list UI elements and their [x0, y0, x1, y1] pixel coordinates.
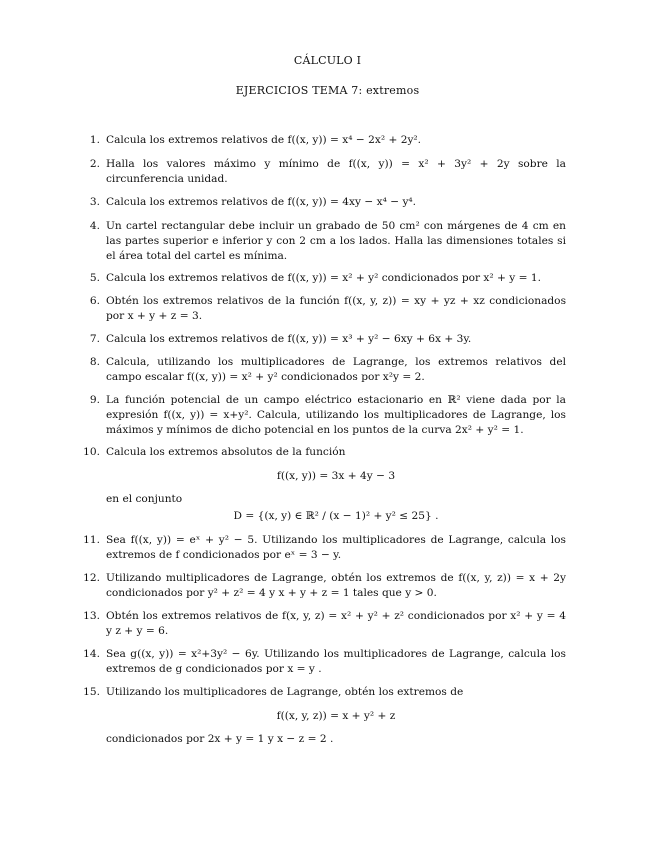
- exercise-item: [83, 609, 566, 639]
- exercise-number: 1.: [89, 134, 100, 146]
- exercise-text: Obtén los extremos relativos de f(x, y, z) = x² + y² + z² condicionados por x² + y = 4 y z + y = 6.: [106, 610, 566, 637]
- exercise-text: Sea g((x, y)) = x²+3y² − 6y. Utilizando los multiplicadores de Lagrange, calcula los extremos de g condicionados por x = y .: [106, 648, 566, 675]
- exercise-number: 3.: [89, 196, 100, 208]
- exercise-number: 2.: [89, 158, 100, 170]
- exercise-number: 7.: [89, 333, 100, 345]
- exercise-text: Un cartel rectangular debe incluir un grabado de 50 cm² con márgenes de 4 cm en las partes superior e inferior y con 2 cm a los lados. Halla las dimensiones totales si el área total del cartel es mínima.: [106, 220, 566, 262]
- exercise-item: [83, 445, 566, 528]
- exercise-text: Calcula los extremos relativos de f((x, y)) = x² + y² condicionados por x² + y = 1.: [106, 272, 541, 284]
- exercise-text: Halla los valores máximo y mínimo de f((x, y)) = x² + 3y² + 2y sobre la circunferencia unidad.: [106, 158, 566, 185]
- exercise-text: Utilizando multiplicadores de Lagrange, obtén los extremos de f((x, y, z)) = x + 2y condicionados por y² + z² = 4 y x + y + z = 1 tales que y > 0.: [106, 572, 566, 599]
- exercise-number: 9.: [89, 394, 100, 406]
- exercise-text: Utilizando los multiplicadores de Lagrange, obtén los extremos de: [106, 686, 464, 698]
- exercise-number: 6.: [89, 295, 100, 307]
- exercise-text-continued: en el conjunto: [106, 493, 183, 505]
- domain-formula: D = {(x, y) ∈ ℝ² / (x − 1)² + y² ≤ 25} .: [233, 510, 439, 522]
- exercise-text: Obtén los extremos relativos de la función f((x, y, z)) = xy + yz + xz condicionados por x + y + z = 3.: [106, 295, 566, 322]
- exercise-text: Calcula, utilizando los multiplicadores de Lagrange, los extremos relativos del campo escalar f((x, y)) = x² + y² condicionados por x²y = 2.: [106, 356, 566, 383]
- exercise-number: 14.: [83, 648, 100, 660]
- exercise-number: 10.: [83, 446, 100, 458]
- exercise-text-continued: condicionados por 2x + y = 1 y x − z = 2 .: [106, 733, 334, 745]
- exercise-item: [88, 355, 566, 385]
- exercise-item: [88, 133, 566, 148]
- exercise-number: 4.: [89, 220, 100, 232]
- exercise-number: 15.: [83, 686, 100, 698]
- exercise-item: [88, 332, 566, 347]
- exercise-number: 8.: [89, 356, 100, 368]
- exercise-item: [88, 157, 566, 187]
- exercise-item: [88, 195, 566, 210]
- exercise-text: Calcula los extremos relativos de f((x, y)) = x³ + y² − 6xy + 6x + 3y.: [106, 333, 472, 345]
- exercise-text: Calcula los extremos relativos de f((x, y)) = x⁴ − 2x² + 2y².: [106, 134, 422, 146]
- exercise-item: [83, 647, 566, 677]
- exercise-item: [88, 219, 566, 264]
- exercise-item: [83, 685, 566, 747]
- exercise-number: 11.: [83, 534, 100, 546]
- function-formula: f((x, y, z)) = x + y² + z: [276, 710, 396, 722]
- exercise-item: [83, 571, 566, 601]
- exercise-item: [88, 393, 566, 438]
- exercises-subtitle: EJERCICIOS TEMA 7: extremos: [235, 84, 420, 97]
- exercise-number: 12.: [83, 572, 100, 584]
- function-formula: f((x, y)) = 3x + 4y − 3: [276, 470, 396, 482]
- exercise-text: Calcula los extremos relativos de f((x, y)) = 4xy − x⁴ − y⁴.: [106, 196, 417, 208]
- exercise-text: La función potencial de un campo eléctrico estacionario en ℝ² viene dada por la expresión f((x, y)) = x+y². Calcula, utilizando los multiplicadores de Lagrange, los máximos y mínimos de dicho potencial en los puntos de la curva 2x² + y² = 1.: [106, 394, 566, 436]
- exercise-number: 13.: [83, 610, 100, 622]
- exercise-item: [88, 271, 566, 286]
- exercise-number: 5.: [89, 272, 100, 284]
- exercise-item: [88, 294, 566, 324]
- exercise-text: Calcula los extremos absolutos de la función: [106, 446, 346, 458]
- exercise-item: [83, 533, 566, 563]
- course-title: CÁLCULO I: [293, 54, 362, 67]
- exercise-text: Sea f((x, y)) = eˣ + y² − 5. Utilizando los multiplicadores de Lagrange, calcula los extremos de f condicionados por eˣ = 3 − y.: [106, 534, 566, 561]
